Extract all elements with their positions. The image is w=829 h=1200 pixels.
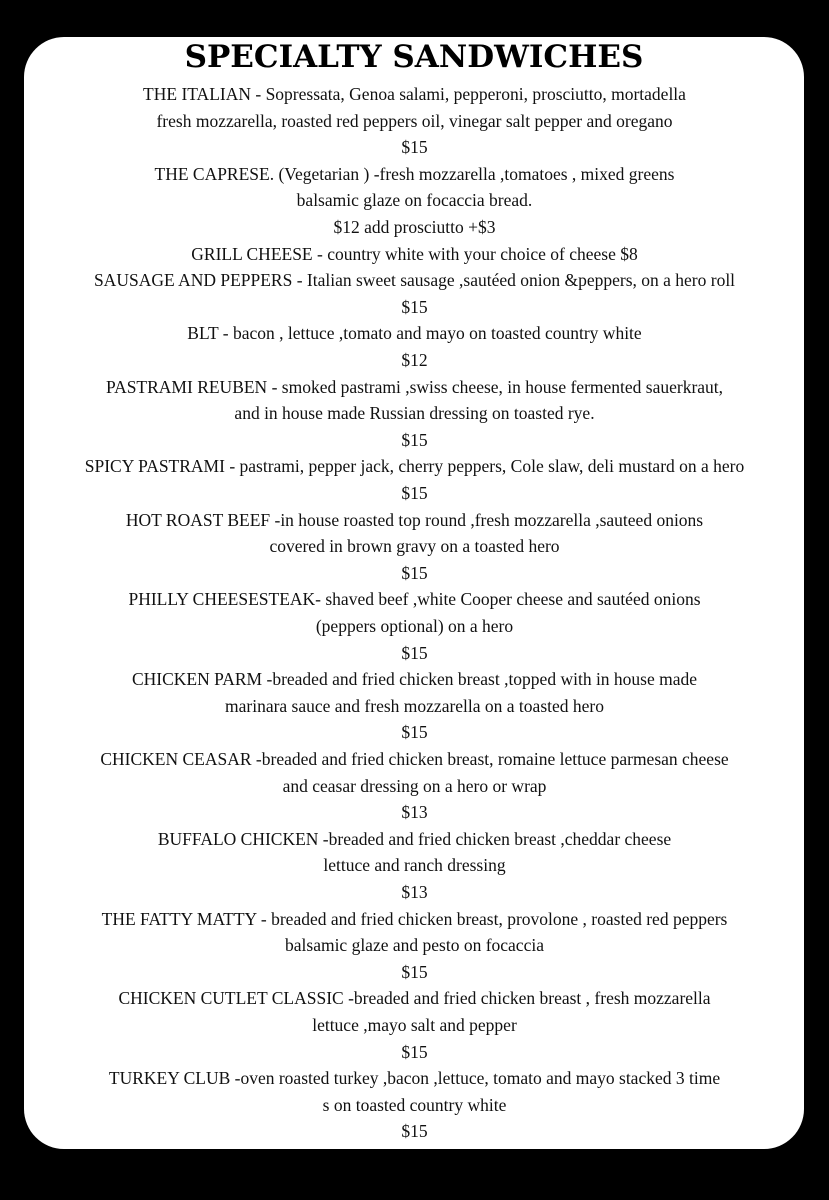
menu-line: $15	[401, 1041, 428, 1062]
menu-line: SAUSAGE AND PEPPERS - Italian sweet sausage ,sautéed onion &peppers, on a hero roll	[93, 270, 736, 291]
menu-line: $15	[401, 642, 428, 663]
menu-line: $15	[401, 137, 428, 158]
menu-line: balsamic glaze and pesto on focaccia	[285, 935, 544, 956]
menu-line: $15	[401, 961, 428, 982]
menu-line: $15	[401, 562, 428, 583]
menu-line: PHILLY CHEESESTEAK- shaved beef ,white Cooper cheese and sautéed onions	[128, 589, 701, 610]
menu-line: CHICKEN CUTLET CLASSIC -breaded and fried chicken breast , fresh mozzarella	[118, 988, 711, 1009]
menu-line: $12	[401, 350, 428, 370]
menu-line: and in house made Russian dressing on toasted rye.	[234, 403, 595, 424]
menu-line: $15	[401, 722, 428, 743]
menu-line: $15	[401, 429, 428, 450]
menu-line: lettuce and ranch dressing	[323, 855, 506, 876]
menu-line: GRILL CHEESE - country white with your choice of cheese $8	[191, 243, 638, 264]
menu-line: $15	[401, 1121, 428, 1142]
menu-line: PASTRAMI REUBEN - smoked pastrami ,swiss cheese, in house fermented sauerkraut,	[105, 376, 724, 397]
menu-title: SPECIALTY SANDWICHES	[184, 39, 644, 75]
menu-line: BLT - bacon , lettuce ,tomato and mayo on toasted country white	[187, 323, 642, 344]
menu-line: CHICKEN PARM -breaded and fried chicken breast ,topped with in house made	[131, 669, 698, 690]
menu-card	[24, 37, 804, 1149]
menu-line: fresh mozzarella, roasted red peppers oil, vinegar salt pepper and oregano	[156, 110, 673, 131]
menu-line: $12 add prosciutto +$3	[333, 217, 496, 237]
menu-line: and ceasar dressing on a hero or wrap	[282, 775, 547, 796]
menu-line: lettuce ,mayo salt and pepper	[312, 1015, 517, 1035]
menu-line: (peppers optional) on a hero	[315, 616, 514, 636]
menu-line: THE ITALIAN - Sopressata, Genoa salami, pepperoni, prosciutto, mortadella	[143, 84, 686, 104]
menu-line: s on toasted country white	[322, 1094, 507, 1115]
menu-line: BUFFALO CHICKEN -breaded and fried chicken breast ,cheddar cheese	[157, 828, 672, 849]
menu-line: SPICY PASTRAMI - pastrami, pepper jack, cherry peppers, Cole slaw, deli mustard on a hero	[84, 456, 745, 477]
menu-line: THE FATTY MATTY - breaded and fried chicken breast, provolone , roasted red peppers	[101, 908, 728, 929]
menu-line: THE CAPRESE. (Vegetarian ) -fresh mozzarella ,tomatoes , mixed greens	[154, 163, 675, 184]
menu-line: TURKEY CLUB -oven roasted turkey ,bacon ,lettuce, tomato and mayo stacked 3 time	[108, 1068, 721, 1089]
menu-line: CHICKEN CEASAR -breaded and fried chicken breast, romaine lettuce parmesan cheese	[100, 749, 729, 769]
menu-line: balsamic glaze on focaccia bread.	[296, 190, 533, 211]
menu-line: $13	[401, 802, 428, 823]
menu-line: $15	[401, 296, 428, 317]
menu-line: covered in brown gravy on a toasted hero	[269, 536, 560, 557]
menu-line: $15	[401, 483, 428, 503]
menu-line: HOT ROAST BEEF -in house roasted top round ,fresh mozzarella ,sauteed onions	[125, 509, 704, 530]
menu-line: marinara sauce and fresh mozzarella on a toasted hero	[225, 695, 604, 716]
menu-line: $13	[401, 882, 428, 902]
